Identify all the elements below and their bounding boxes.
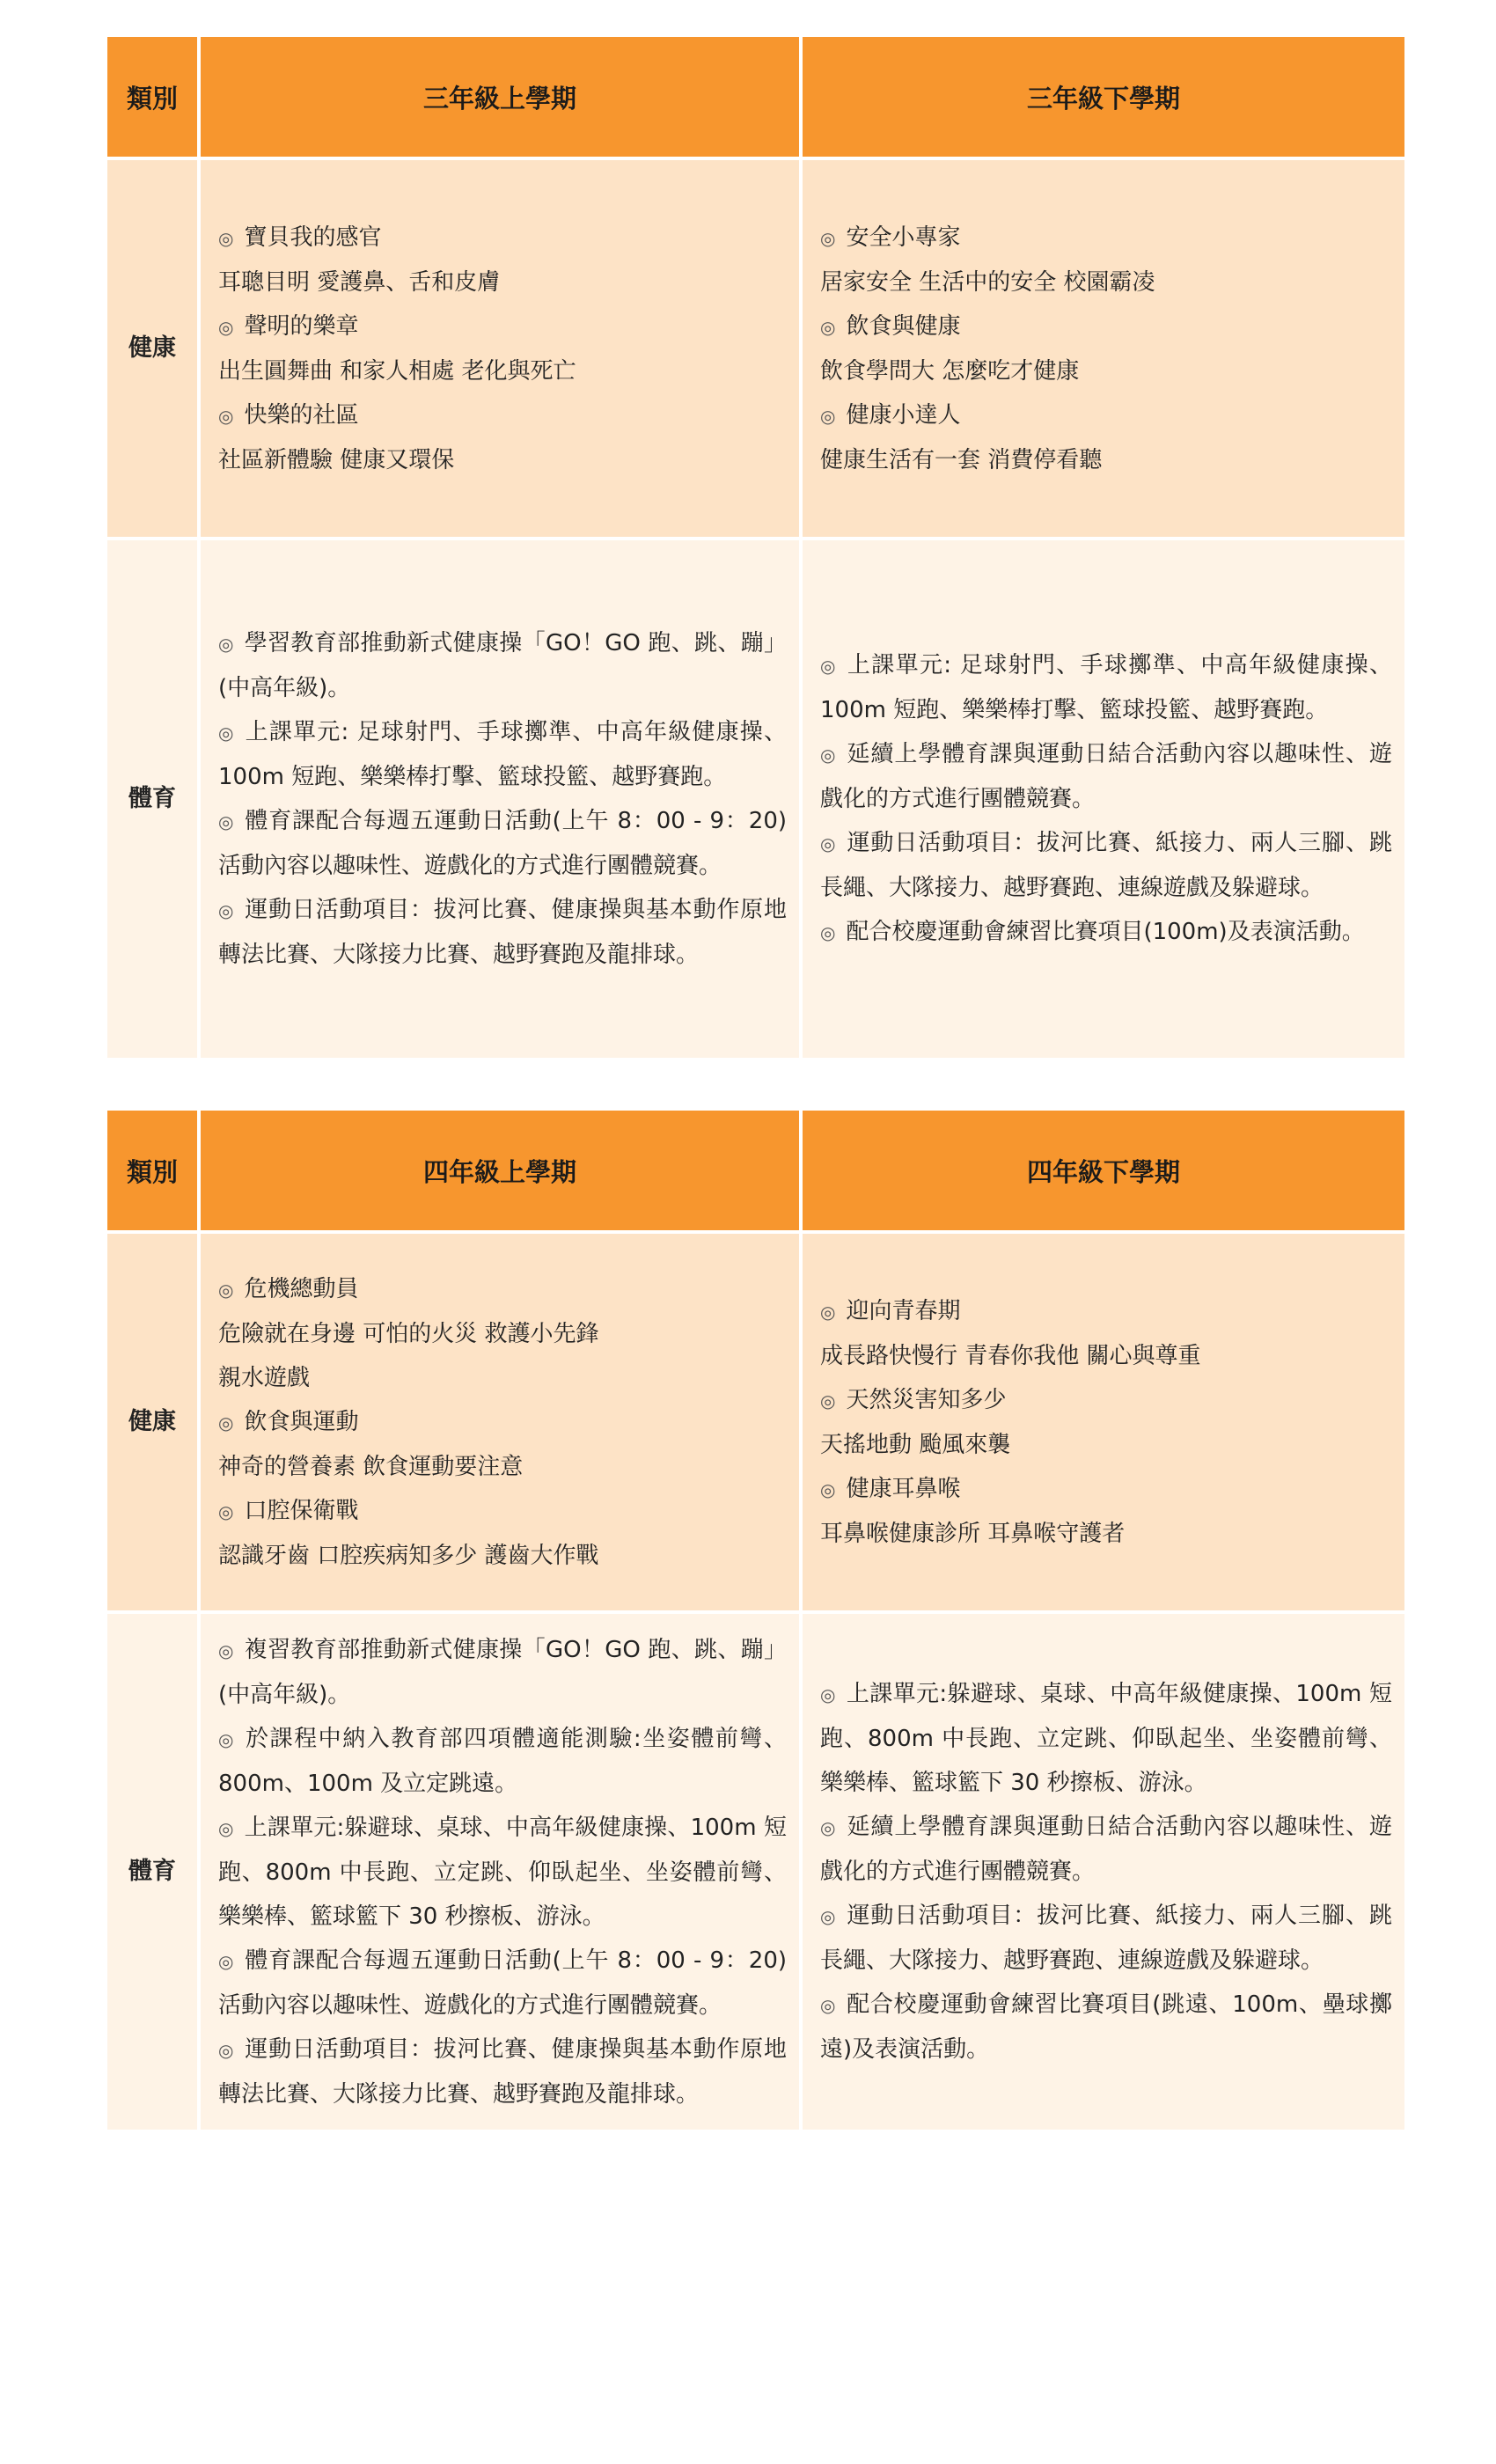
pe-row: [107, 1614, 1404, 2130]
bullet-icon: ◎: [218, 1950, 235, 1972]
bullet-icon: ◎: [820, 1684, 836, 1705]
list-item: ◎ 延續上學體育課與運動日結合活動內容以趣味性、遊戲化的方式進行團體競賽。: [820, 1814, 1392, 1885]
list-item: 耳聰目明 愛護鼻、舌和皮膚: [218, 268, 501, 296]
semester-header-2: 四年級下學期: [803, 1111, 1404, 1234]
bullet-icon: ◎: [820, 833, 837, 854]
list-item: ◎ 運動日活動項目：拔河比賽、紙接力、兩人三腳、跳長繩、大隊接力、越野賽跑、連線遊戲及躲避球。: [820, 1903, 1392, 1974]
bullet-icon: ◎: [218, 1639, 234, 1661]
list-item: ◎ 運動日活動項目：拔河比賽、紙接力、兩人三腳、跳長繩、大隊接力、越野賽跑、連線遊戲及躲避球。: [820, 830, 1392, 901]
semester-header-1: 三年級上學期: [201, 37, 803, 160]
bullet-icon: ◎: [218, 1817, 234, 1839]
pe-label: 體育: [107, 540, 201, 1058]
table-header-row: [107, 37, 1404, 160]
category-header: 類別: [107, 37, 201, 160]
list-item: ◎ 聲明的樂章: [218, 312, 359, 340]
pe-col1: [201, 1614, 803, 2130]
grade3-curriculum-table: [107, 37, 1404, 1058]
bullet-icon: ◎: [820, 227, 836, 249]
list-item: ◎ 危機總動員: [218, 1275, 359, 1302]
bullet-icon: ◎: [820, 1390, 836, 1412]
bullet-icon: ◎: [218, 405, 234, 427]
pe-col2: [803, 1614, 1404, 2130]
bullet-icon: ◎: [218, 722, 235, 744]
list-item: 親水遊戲: [218, 1364, 311, 1391]
bullet-icon: ◎: [218, 1412, 234, 1434]
health-col1: [201, 1234, 803, 1614]
list-item: ◎ 上課單元:躲避球、桌球、中高年級健康操、100m 短跑、800m 中長跑、立定跳、仰臥起坐、坐姿體前彎、樂樂棒、籃球籃下 30 秒擦板、游泳。: [820, 1681, 1392, 1796]
bullet-icon: ◎: [218, 1500, 234, 1522]
health-col2: [803, 160, 1404, 540]
bullet-icon: ◎: [820, 405, 836, 427]
bullet-icon: ◎: [218, 316, 234, 338]
health-col2: [803, 1234, 1404, 1614]
bullet-icon: ◎: [820, 656, 837, 677]
list-item: ◎ 迎向青春期: [820, 1297, 961, 1324]
bullet-icon: ◎: [218, 811, 235, 832]
list-item: 出生圓舞曲 和家人相處 老化與死亡: [218, 357, 576, 385]
bullet-icon: ◎: [218, 2039, 235, 2061]
pe-row: [107, 540, 1404, 1058]
bullet-icon: ◎: [218, 634, 234, 655]
list-item: 健康生活有一套 消費停看聽: [820, 446, 1103, 473]
pe-col2: [803, 540, 1404, 1058]
list-item: ◎ 上課單元: 足球射門、手球擲準、中高年級健康操、100m 短跑、樂樂棒打擊、籃球投籃、越野賽跑。: [218, 719, 788, 790]
list-item: ◎ 運動日活動項目：拔河比賽、健康操與基本動作原地轉法比賽、大隊接力比賽、越野賽跑及龍排球。: [218, 2035, 787, 2108]
list-item: ◎ 學習教育部推動新式健康操「GO！GO 跑、跳、蹦」(中高年級)。: [218, 630, 787, 701]
grade4-curriculum-table: [107, 1111, 1404, 2130]
list-item: ◎ 體育課配合每週五運動日活動(上午 8：00 - 9：20)活動內容以趣味性、遊戲化的方式進行團體競賽。: [218, 1947, 788, 2019]
pe-label: 體育: [107, 1614, 201, 2130]
list-item: ◎ 健康小達人: [820, 401, 961, 429]
list-item: ◎ 寶貝我的感官: [218, 224, 382, 251]
list-item: 認識牙齒 口腔疾病知多少 護齒大作戰: [218, 1542, 599, 1569]
bullet-icon: ◎: [218, 1279, 234, 1301]
bullet-icon: ◎: [820, 1301, 836, 1323]
list-item: ◎ 於課程中納入教育部四項體適能測驗:坐姿體前彎、800m、100m 及立定跳遠。: [218, 1725, 788, 1797]
bullet-icon: ◎: [218, 900, 235, 921]
list-item: 居家安全 生活中的安全 校園霸凌: [820, 268, 1155, 296]
health-col1: [201, 160, 803, 540]
list-item: ◎ 運動日活動項目：拔河比賽、健康操與基本動作原地轉法比賽、大隊接力比賽、越野賽跑及龍排球。: [218, 897, 787, 968]
list-item: ◎ 延續上學體育課與運動日結合活動內容以趣味性、遊戲化的方式進行團體競賽。: [820, 741, 1392, 812]
list-item: ◎ 天然災害知多少: [820, 1386, 1007, 1413]
table-header-row: [107, 1111, 1404, 1234]
list-item: ◎ 體育課配合每週五運動日活動(上午 8：00 - 9：20)活動內容以趣味性、遊戲化的方式進行團體競賽。: [218, 808, 788, 879]
list-item: ◎ 配合校慶運動會練習比賽項目(100m)及表演活動。: [820, 919, 1365, 945]
list-item: 社區新體驗 健康又環保: [218, 446, 455, 473]
semester-header-2: 三年級下學期: [803, 37, 1404, 160]
bullet-icon: ◎: [820, 1478, 836, 1500]
bullet-icon: ◎: [820, 744, 837, 766]
health-label: 健康: [107, 1234, 201, 1614]
list-item: 耳鼻喉健康診所 耳鼻喉守護者: [820, 1520, 1126, 1547]
bullet-icon: ◎: [218, 1728, 236, 1750]
list-item: ◎ 上課單元: 足球射門、手球擲準、中高年級健康操、100m 短跑、樂樂棒打擊、籃球投籃、越野賽跑。: [820, 652, 1392, 723]
list-item: ◎ 複習教育部推動新式健康操「GO！GO 跑、跳、蹦」(中高年級)。: [218, 1636, 787, 1708]
list-item: ◎ 口腔保衛戰: [218, 1497, 359, 1524]
pe-col1: [201, 540, 803, 1058]
list-item: ◎ 健康耳鼻喉: [820, 1475, 961, 1502]
health-label: 健康: [107, 160, 201, 540]
bullet-icon: ◎: [820, 316, 836, 338]
list-item: 飲食學問大 怎麼吃才健康: [820, 357, 1080, 385]
bullet-icon: ◎: [820, 1906, 837, 1927]
list-item: ◎ 飲食與運動: [218, 1408, 359, 1435]
bullet-icon: ◎: [820, 1995, 837, 2016]
list-item: 神奇的營養素 飲食運動要注意: [218, 1453, 524, 1480]
list-item: 成長路快慢行 青春你我他 關心與尊重: [820, 1342, 1201, 1369]
bullet-icon: ◎: [218, 227, 234, 249]
list-item: 危險就在身邊 可怕的火災 救護小先鋒: [218, 1320, 599, 1347]
list-item: 天搖地動 颱風來襲: [820, 1431, 1011, 1458]
category-header: 類別: [107, 1111, 201, 1234]
list-item: ◎ 配合校慶運動會練習比賽項目(跳遠、100m、壘球擲遠)及表演活動。: [820, 1991, 1392, 2063]
health-row: [107, 1234, 1404, 1614]
list-item: ◎ 飲食與健康: [820, 312, 961, 340]
semester-header-1: 四年級上學期: [201, 1111, 803, 1234]
list-item: ◎ 快樂的社區: [218, 401, 359, 429]
list-item: ◎ 安全小專家: [820, 224, 961, 251]
health-row: [107, 160, 1404, 540]
bullet-icon: ◎: [820, 1817, 837, 1838]
list-item: ◎ 上課單元:躲避球、桌球、中高年級健康操、100m 短跑、800m 中長跑、立定跳、仰臥起坐、坐姿體前彎、樂樂棒、籃球籃下 30 秒擦板、游泳。: [218, 1814, 788, 1930]
bullet-icon: ◎: [820, 922, 836, 943]
